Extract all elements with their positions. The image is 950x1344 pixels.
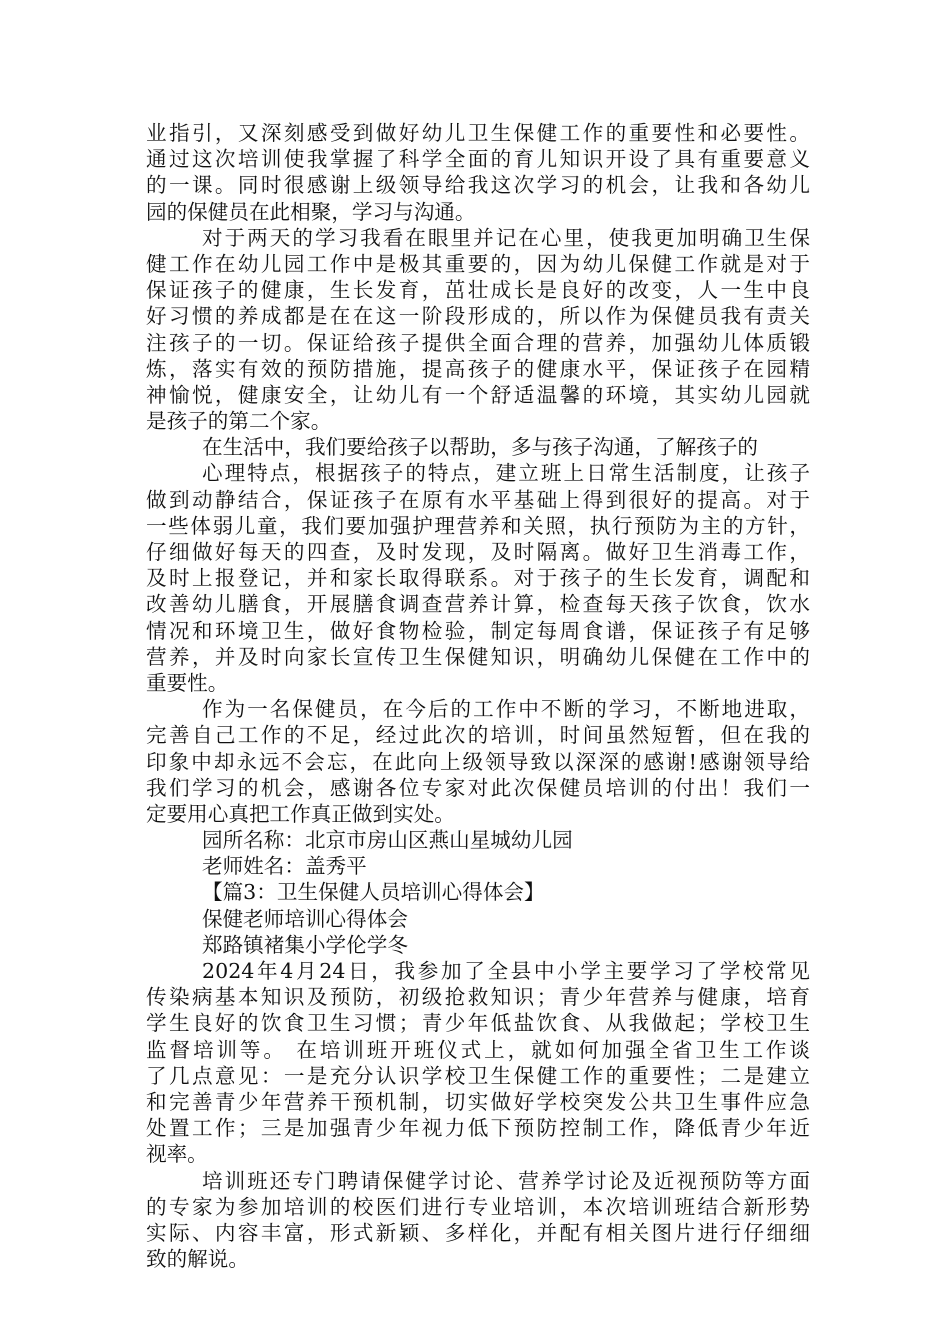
- text-line: 2024年4月24日，我参加了全县中小学主要学习了学校常见: [202, 959, 810, 983]
- text-line: 致的解说。: [146, 1247, 249, 1272]
- text-line: 对于两天的学习我看在眼里并记在心里，使我更加明确卫生保: [202, 225, 810, 250]
- text-line: 仔细做好每天的四查，及时发现，及时隔离。做好卫生消毒工作，: [146, 540, 810, 564]
- text-line: 营养，并及时向家长宣传卫生保健知识，明确幼儿保健在工作中的: [146, 644, 810, 669]
- text-line: 培训班还专门聘请保健学讨论、营养学讨论及近视预防等方面: [202, 1168, 810, 1193]
- text-line: 定要用心真把工作真正做到实处。: [146, 801, 455, 826]
- text-line: 注孩子的一切。保证给孩子提供全面合理的营养，加强幼儿体质锻: [146, 330, 810, 355]
- text-line: 【篇3：卫生保健人员培训心得体会】: [202, 880, 545, 905]
- text-line: 健工作在幼儿园工作中是极其重要的，因为幼儿保健工作就是对于: [146, 251, 810, 276]
- text-line: 保证孩子的健康，生长发育，茁壮成长是良好的改变，人一生中良: [146, 278, 810, 303]
- text-line: 我们学习的机会，感谢各位专家对此次保健员培训的付出！我们一: [146, 775, 810, 800]
- text-line: 处置工作；三是加强青少年视力低下预防控制工作，降低青少年近: [146, 1116, 810, 1141]
- text-line: 神愉悦，健康安全，让幼儿有一个舒适温馨的环境，其实幼儿园就: [146, 382, 810, 407]
- text-line: 做到动静结合，保证孩子在原有水平基础上得到很好的提高。对于: [146, 487, 810, 512]
- text-line: 心理特点，根据孩子的特点，建立班上日常生活制度，让孩子: [202, 461, 810, 486]
- text-line: 传染病基本知识及预防，初级抢救知识；青少年营养与健康，培育: [146, 985, 810, 1010]
- text-line: 了几点意见：一是充分认识学校卫生保健工作的重要性；二是建立: [146, 1063, 810, 1088]
- text-line: 郑路镇褚集小学伦学冬: [202, 932, 408, 957]
- text-line: 实际、内容丰富，形式新颖、多样化，并配有相关图片进行仔细细: [146, 1220, 810, 1245]
- text-line: 视率。: [146, 1142, 208, 1167]
- text-line: 一些体弱儿童，我们要加强护理营养和关照，执行预防为主的方针，: [146, 513, 810, 538]
- text-line: 炼，落实有效的预防措施，提高孩子的健康水平，保证孩子在园精: [146, 356, 810, 381]
- text-line: 通过这次培训使我掌握了科学全面的育儿知识开设了具有重要意义: [146, 147, 810, 172]
- text-line: 学生良好的饮食卫生习惯；青少年低盐饮食、从我做起；学校卫生: [146, 1011, 810, 1036]
- text-line: 情况和环境卫生，做好食物检验，制定每周食谱，保证孩子有足够: [146, 618, 810, 643]
- text-line: 改善幼儿膳食，开展膳食调查营养计算，检查每天孩子饮食，饮水: [146, 592, 810, 617]
- text-line: 作为一名保健员，在今后的工作中不断的学习，不断地进取，: [202, 697, 810, 722]
- text-line: 好习惯的养成都是在在这一阶段形成的，所以作为保健员我有责关: [146, 304, 810, 329]
- text-line: 的一课。同时很感谢上级领导给我这次学习的机会，让我和各幼儿: [146, 173, 810, 198]
- text-line: 是孩子的第二个家。: [146, 409, 332, 434]
- document-page: [146, 120, 810, 1272]
- text-line: 保健老师培训心得体会: [202, 906, 408, 931]
- text-line: 印象中却永远不会忘，在此向上级领导致以深深的感谢!感谢领导给: [146, 749, 810, 774]
- text-line: 业指引，又深刻感受到做好幼儿卫生保健工作的重要性和必要性。: [146, 121, 810, 145]
- text-line: 的专家为参加培训的校医们进行专业培训，本次培训班结合新形势: [146, 1194, 810, 1219]
- text-line: 完善自己工作的不足，经过此次的培训，时间虽然短暂，但在我的: [146, 723, 810, 748]
- text-line: 在生活中，我们要给孩子以帮助，多与孩子沟通，了解孩子的: [202, 435, 759, 460]
- text-line: 园的保健员在此相聚，学习与沟通。: [146, 199, 476, 224]
- text-line: 和完善青少年营养干预机制，切实做好学校突发公共卫生事件应急: [146, 1089, 810, 1114]
- text-line: 监督培训等。 在培训班开班仪式上，就如何加强全省卫生工作谈: [146, 1037, 810, 1062]
- text-line: 及时上报登记，并和家长取得联系。对于孩子的生长发育，调配和: [146, 566, 810, 591]
- text-line: 园所名称：北京市房山区燕山星城幼儿园: [202, 828, 573, 853]
- text-line: 重要性。: [146, 670, 229, 695]
- text-line: 老师姓名：盖秀平: [202, 854, 367, 879]
